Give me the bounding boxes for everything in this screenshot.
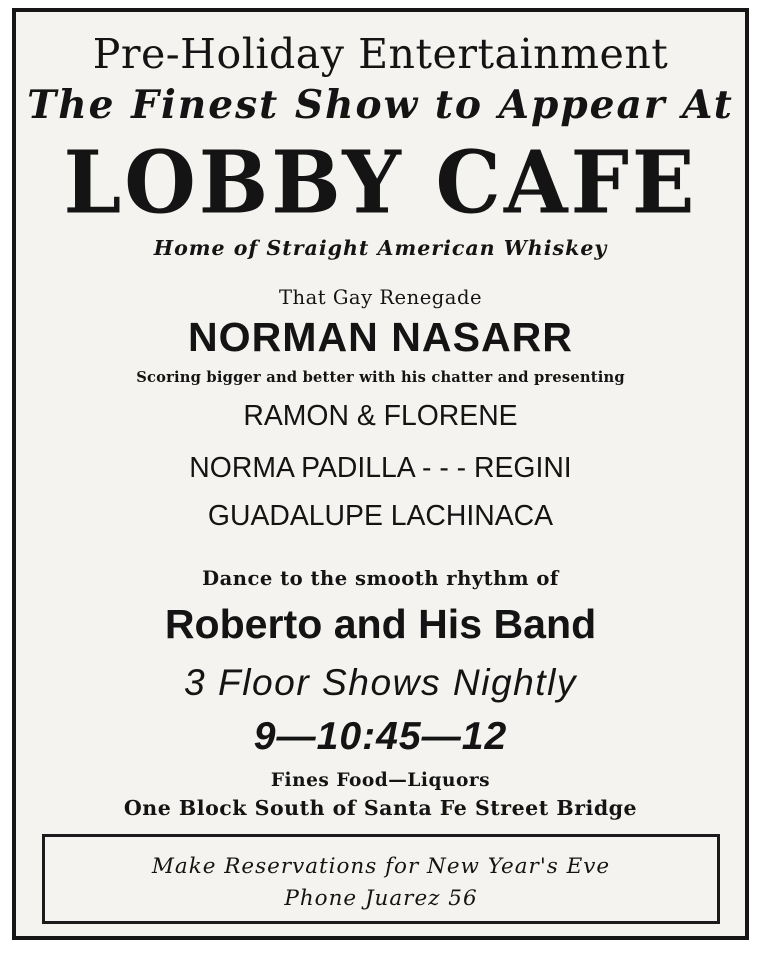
lobby-cafe-advertisement [12, 8, 749, 940]
venue-name: LOBBY CAFE [63, 132, 698, 234]
band-name: Roberto and His Band [164, 601, 597, 647]
reservations-box [42, 834, 720, 924]
dance-intro: Dance to the smooth rhythm of [202, 567, 559, 590]
food-liquors-line: Fines Food—Liquors [270, 770, 491, 791]
act-item: NORMA PADILLA - - - REGINI [189, 452, 572, 484]
venue-address: One Block South of Santa Fe Street Bridge [123, 796, 638, 820]
headline-pre-holiday: Pre-Holiday Entertainment [92, 30, 669, 78]
headline-finest-show: The Finest Show to Appear At [27, 82, 734, 128]
reservations-phone: Phone Juarez 56 [284, 886, 478, 911]
act-item: RAMON & FLORENE [243, 400, 518, 432]
headliner-intro: That Gay Renegade [278, 286, 483, 309]
reservations-line: Make Reservations for New Year's Eve [151, 854, 611, 879]
act-item: GUADALUPE LACHINACA [207, 500, 554, 532]
floor-shows-label: 3 Floor Shows Nightly [184, 661, 577, 703]
headliner-name: NORMAN NASARR [188, 314, 573, 360]
venue-tagline: Home of Straight American Whiskey [153, 236, 608, 260]
headliner-note: Scoring bigger and better with his chatter and presenting [136, 369, 625, 386]
show-times: 9—10:45—12 [253, 715, 508, 758]
